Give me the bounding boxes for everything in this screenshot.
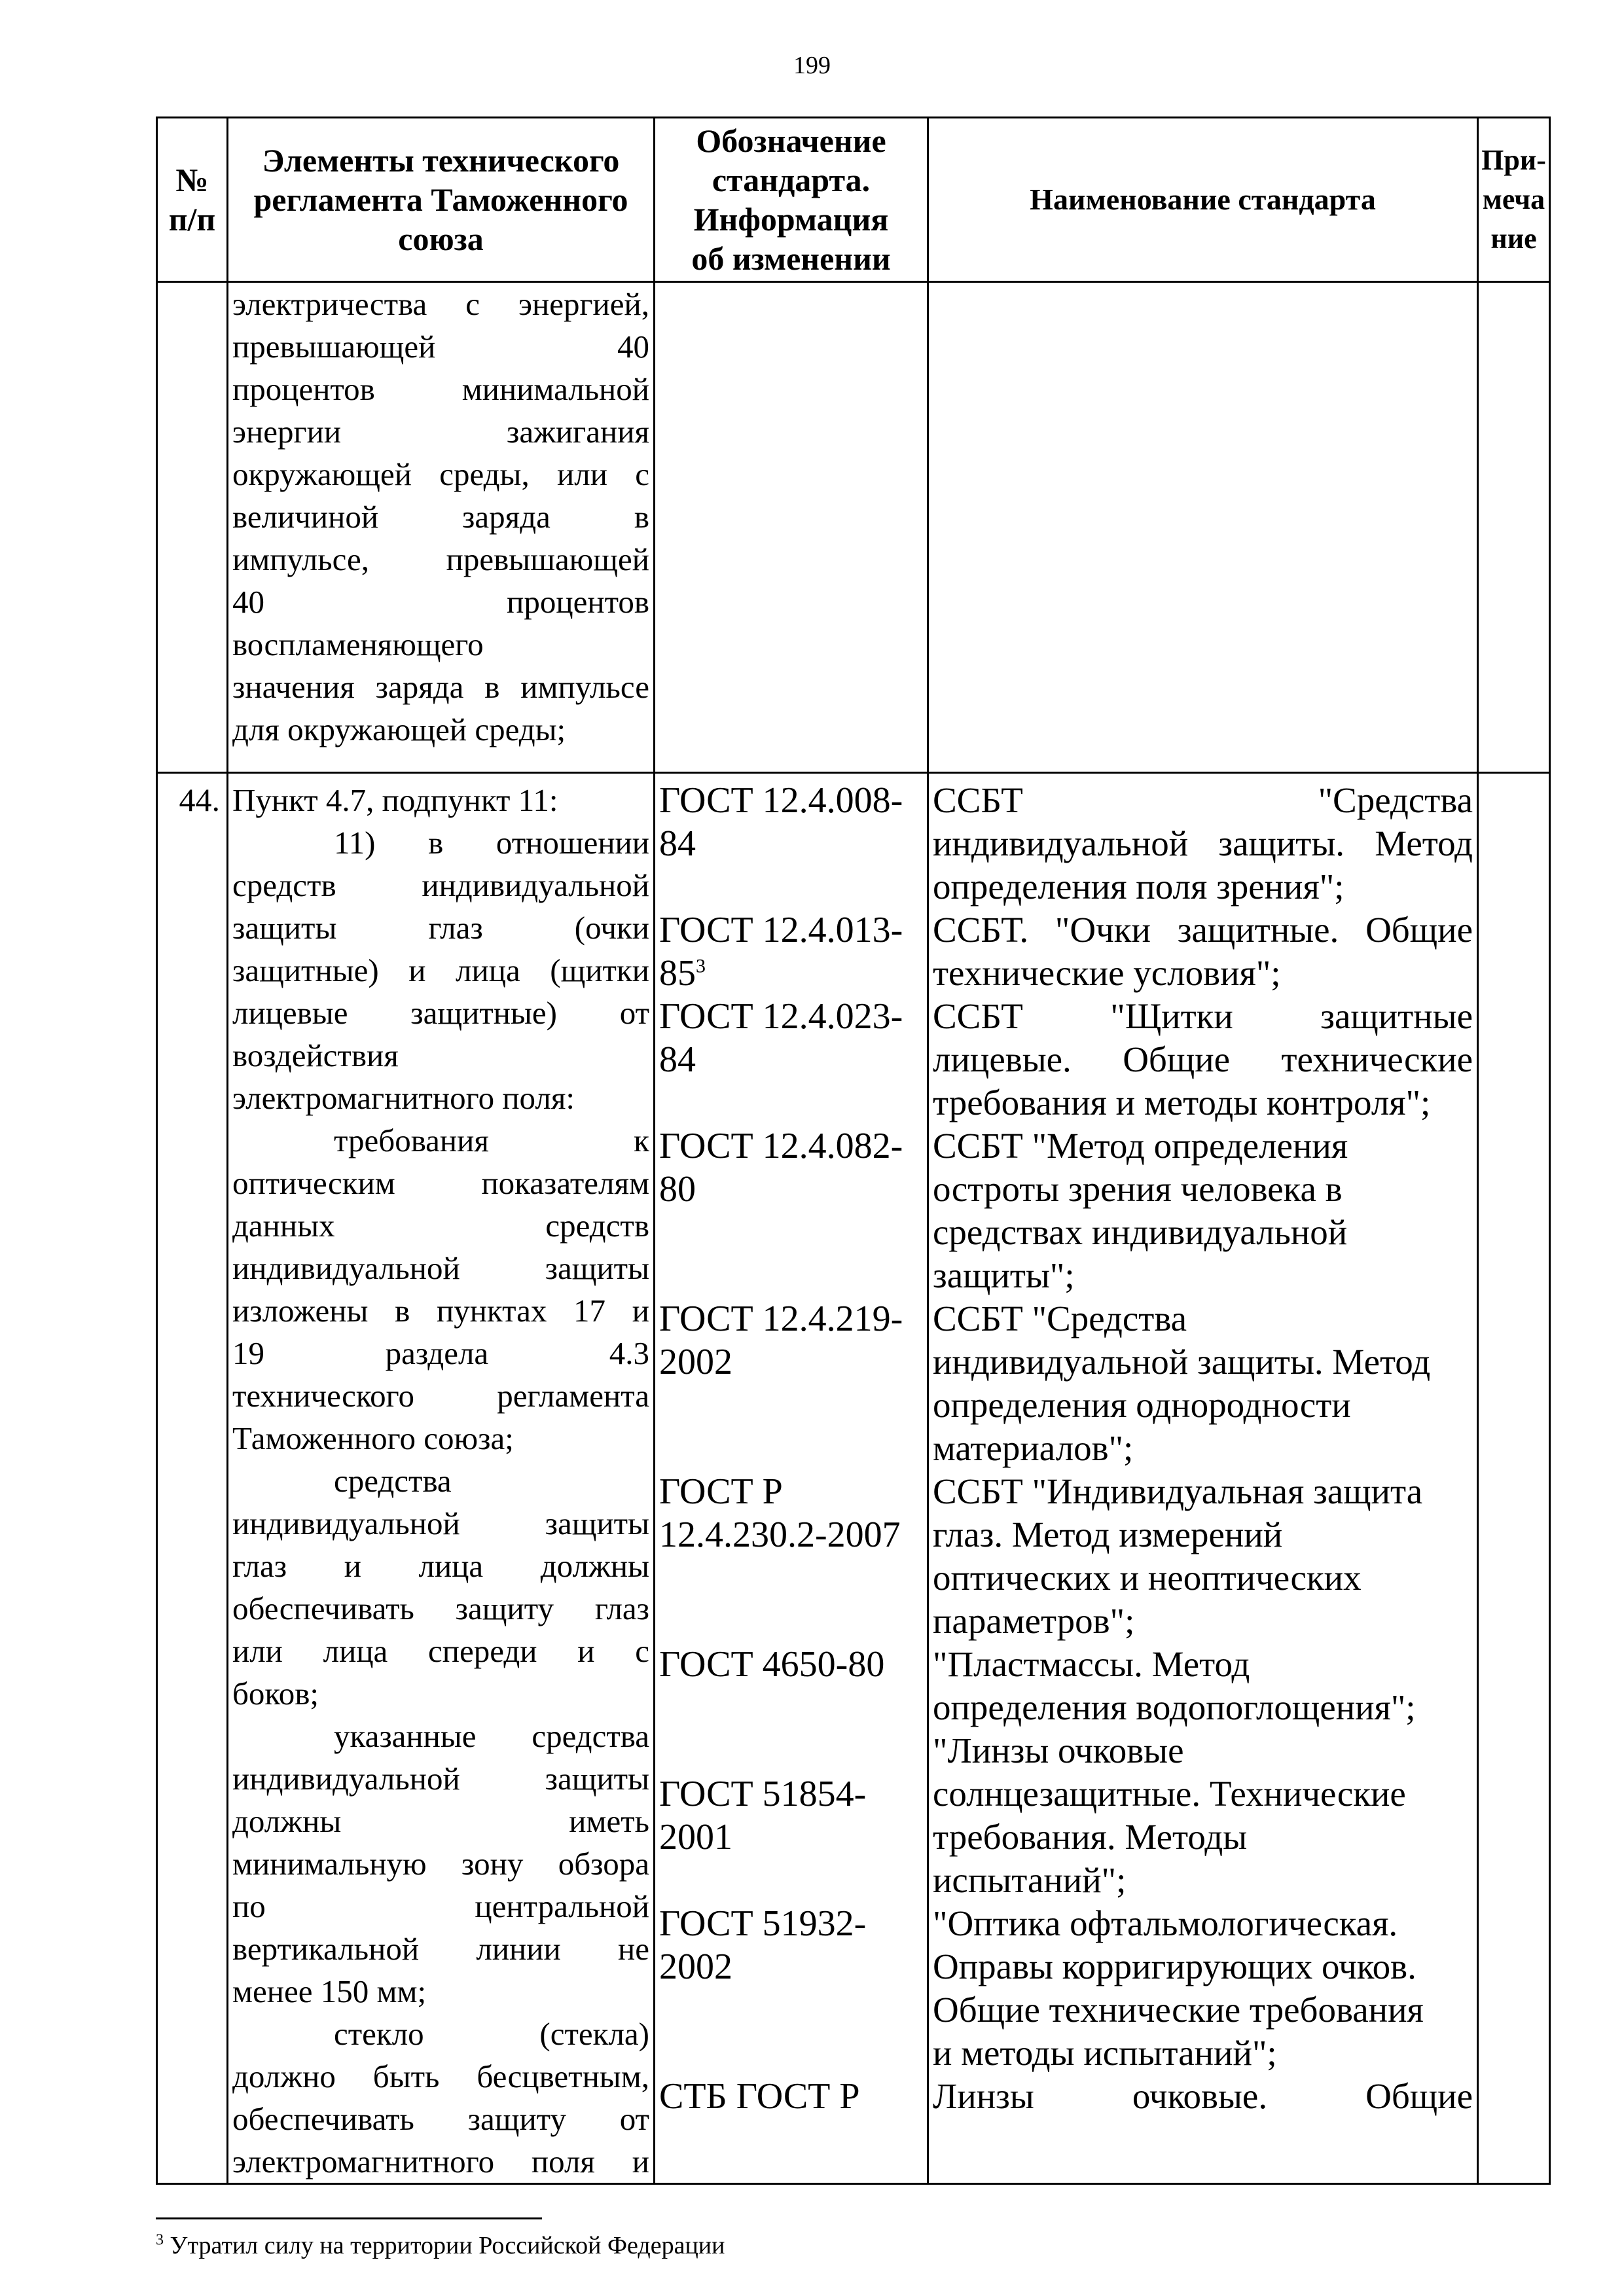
designation-item: ГОСТ 51854- 2001 (659, 1774, 867, 1857)
name-item: "Оптика офтальмологическая. Оправы корригирующих очков. Общие технические требования и методы испытаний"; (933, 1903, 1424, 2073)
name-item: ССБТ "Средства индивидуальной защиты. Метод определения поля зрения"; (933, 780, 1473, 906)
row-name (928, 773, 1478, 2184)
name-item: ССБТ "Щитки защитные лицевые. Общие технические требования и методы контроля"; (933, 996, 1473, 1122)
designation-item: ГОСТ Р 12.4.230.2-2007 (659, 1471, 901, 1555)
table-row-44 (157, 773, 1550, 2184)
row-note (1478, 282, 1550, 773)
row-designation (655, 773, 928, 2184)
header-elements: Элементы технического регламента Таможенного союза (228, 118, 655, 282)
footnote-divider (156, 2217, 542, 2219)
row-number: 44. (157, 773, 228, 2184)
designation-item: ГОСТ 12.4.219- 2002 (659, 1299, 903, 1382)
row-note (1478, 773, 1550, 2184)
header-designation: Обозначение стандарта. Информация об изменении (655, 118, 928, 282)
footnote (156, 2231, 725, 2261)
name-item: ССБТ "Метод определения остроты зрения человека в средствах индивидуальной защиты"; (933, 1126, 1348, 1295)
row-number (157, 282, 228, 773)
designation-item: ГОСТ 12.4.008- 84 (659, 780, 903, 864)
designation-item: ГОСТ 12.4.023- 84 (659, 996, 903, 1080)
header-number: № п/п (157, 118, 228, 282)
designation-item: ГОСТ 4650-80 (659, 1644, 885, 1685)
name-item: ССБТ "Средства индивидуальной защиты. Метод определения однородности материалов"; (933, 1299, 1431, 1468)
row-elements: Пункт 4.7, подпункт 11: 11) в отношении средств индивидуальной защиты глаз (очки защитные) и лица (щитки лицевые защитные) от воздействия электромагнитного поля: требования к оптическим показателям данных средств индивидуальной защиты изложены в пунктах 17 и 19 раздела 4.3 технического регламента Таможенного союза; средства индивидуальной защиты глаз и лица должны обеспечивать защиту глаз или лица спереди и с боков; указанные средства индивидуальной защиты должны иметь минимальную зону обзора по центральной вертикальной линии не менее 150 мм; стекло (стекла) должно быть бесцветным, обеспечивать защиту от электромагнитного поля и (228, 773, 655, 2184)
name-item: ССБТ "Индивидуальная защита глаз. Метод измерений оптических и неоптических параметров"; (933, 1471, 1423, 1641)
row-designation (655, 282, 928, 773)
name-item: "Пластмассы. Метод определения водопоглощения"; (933, 1644, 1416, 1727)
designation-item: ГОСТ 51932- 2002 (659, 1903, 867, 1987)
table-row (157, 282, 1550, 773)
row-elements: электричества с энергией, превышающей 40 процентов минимальной энергии зажигания окружающей среды, или с величиной заряда в импульсе, превышающей 40 процентов воспламеняющего значения заряда в импульсе для окружающей среды; (228, 282, 655, 773)
header-name: Наименование стандарта (928, 118, 1478, 282)
designation-item: ГОСТ 12.4.013- $85^3$ (659, 910, 903, 994)
footnote-mark: 3 (156, 2231, 164, 2249)
designation-item: СТБ ГОСТ Р (659, 2076, 860, 2117)
name-item: Линзы очковые. Общие (933, 2076, 1473, 2116)
footnote-ref: 3 (696, 955, 706, 977)
standards-table (156, 117, 1551, 2185)
footnote-text: Утратил силу на территории Российской Федерации (164, 2232, 725, 2259)
header-note: При- меча ние (1478, 118, 1550, 282)
designation-item: ГОСТ 12.4.082- 80 (659, 1126, 903, 1210)
page-number: 199 (793, 52, 831, 79)
name-item: "Линзы очковые солнцезащитные. Технические требования. Методы испытаний"; (933, 1731, 1406, 1900)
table-header-row (157, 118, 1550, 282)
name-item: ССБТ. "Очки защитные. Общие технические условия"; (933, 910, 1473, 993)
row-name (928, 282, 1478, 773)
